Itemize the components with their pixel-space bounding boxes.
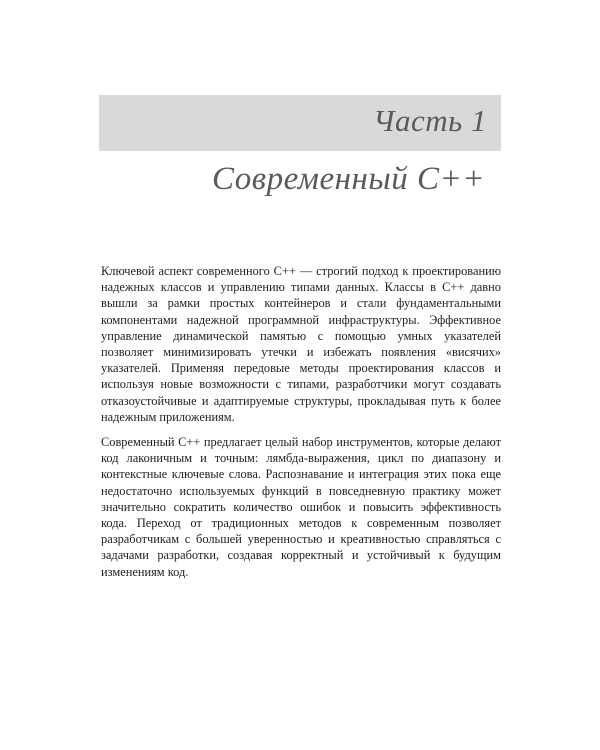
intro-paragraph-1: Ключевой аспект современного C++ — строгий подход к проектированию надежных классов и управлению типами данных. Классы в C++ давно вышли за рамки простых контейнеров и стали фундаментальными компонентами надежной программной инфраструктуры. Эффективное управление динамической памятью с помощью умных указателей позволяет минимизировать утечки и избежать появления «висячих» указателей. Применяя передовые методы проектирования классов и используя новые возможности с типами, разработчики могут создавать отказоустойчивые и адаптируемые структуры, прокладывая путь к более надежным приложениям. (101, 264, 501, 424)
part-label: Часть 1 (373, 103, 487, 138)
intro-text (101, 263, 501, 589)
intro-paragraph-2: Современный C++ предлагает целый набор инструментов, которые делают код лаконичным и точным: лямбда-выражения, цикл по диапазону и контекстные ключевые слова. Распознавание и интеграция этих пока еще недостаточно используемых функций в повседневную практику может значительно сократить количество ошибок и повысить эффективность кода. Переход от традиционных методов к современным позволяет разработчикам с большей уверенностью и креативностью справляться с задачами разработки, создавая корректный и устойчивый к будущим изменениям код. (101, 435, 501, 579)
part-title: Современный C++ (212, 161, 485, 197)
part-banner (99, 95, 501, 151)
